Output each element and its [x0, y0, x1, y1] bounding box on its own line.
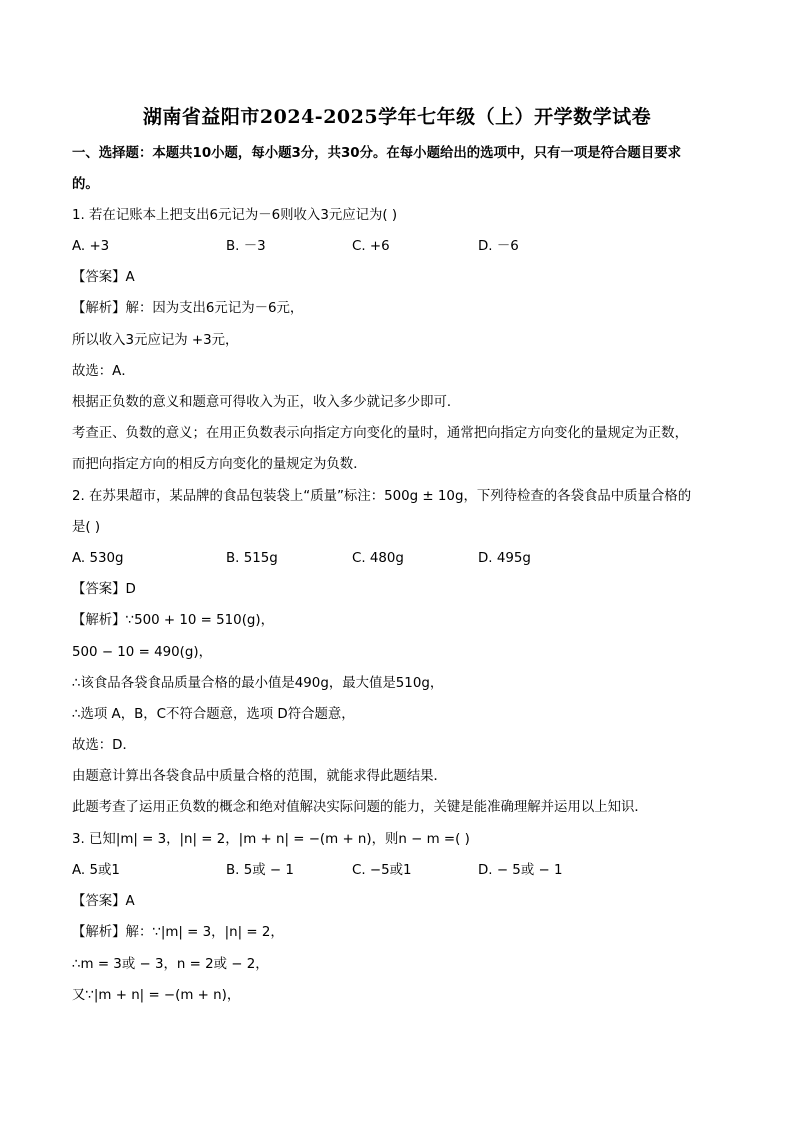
- q3-analysis-line: 又∵|m + n| = −(m + n)，: [72, 988, 241, 1003]
- q2-option-c: C. 480g: [352, 551, 404, 566]
- q2-analysis-line: ∴选项 A，B，C不符合题意，选项 D符合题意，: [72, 707, 355, 722]
- section-heading-line-1: 一、选择题：本题共10小题，每小题3分，共30分。在每小题给出的选项中，只有一项是符合题目要求: [72, 146, 681, 161]
- q2-analysis-line: ∴该食品各袋食品质量合格的最小值是490g，最大值是510g，: [72, 676, 444, 691]
- q2-analysis-line: 500 − 10 = 490(g)，: [72, 645, 212, 660]
- q3-answer: 【答案】A: [72, 894, 135, 909]
- q2-analysis-line: 由题意计算出各袋食品中质量合格的范围，就能求得此题结果．: [72, 769, 447, 784]
- q3-option-c: C. −5或1: [352, 863, 412, 878]
- q2-option-d: D. 495g: [478, 551, 531, 566]
- q3-analysis-line: 【解析】解：∵|m| = 3，|n| = 2，: [72, 925, 284, 940]
- q1-stem: 1. 若在记账本上把支出6元记为－6则收入3元应记为( ): [72, 208, 398, 223]
- q2-stem-line-1: 2. 在苏果超市，某品牌的食品包装袋上“质量”标注：500g ± 10g，下列待检查的各袋食品中质量合格的: [72, 489, 692, 504]
- q1-analysis-line: 【解析】解：因为支出6元记为－6元，: [72, 301, 304, 316]
- q1-analysis-line: 而把向指定方向的相反方向变化的量规定为负数．: [72, 457, 367, 472]
- page-title: 湖南省益阳市2024-2025学年七年级（上）开学数学试卷: [142, 106, 652, 128]
- q2-option-b: B. 515g: [226, 551, 278, 566]
- q1-analysis-line: 故选：A．: [72, 364, 135, 379]
- q2-option-a: A. 530g: [72, 551, 124, 566]
- q1-option-c: C. +6: [352, 239, 390, 254]
- q1-analysis-line: 根据正负数的意义和题意可得收入为正，收入多少就记多少即可．: [72, 395, 461, 410]
- q3-option-a: A. 5或1: [72, 863, 120, 878]
- q1-option-a: A. +3: [72, 239, 110, 254]
- q3-analysis-line: ∴m = 3或 − 3，n = 2或 − 2，: [72, 957, 269, 972]
- q1-option-d: D. －6: [478, 239, 519, 254]
- q2-answer: 【答案】D: [72, 582, 136, 597]
- q3-option-b: B. 5或 − 1: [226, 863, 294, 878]
- q1-option-b: B. －3: [226, 239, 266, 254]
- q1-answer: 【答案】A: [72, 270, 135, 285]
- q3-stem: 3. 已知|m| = 3，|n| = 2，|m + n| = −(m + n)，则n − m =( ): [72, 832, 470, 847]
- q3-option-d: D. − 5或 − 1: [478, 863, 563, 878]
- q2-analysis-line: 此题考查了运用正负数的概念和绝对值解决实际问题的能力，关键是能准确理解并运用以上知识．: [72, 800, 648, 815]
- q2-stem-line-2: 是( ): [72, 520, 101, 535]
- q1-analysis-line: 考查正、负数的意义；在用正负数表示向指定方向变化的量时，通常把向指定方向变化的量规定为正数，: [72, 426, 688, 441]
- q2-analysis-line: 故选：D．: [72, 738, 136, 753]
- q2-analysis-line: 【解析】∵500 + 10 = 510(g)，: [72, 613, 275, 628]
- q1-analysis-line: 所以收入3元应记为 +3元，: [72, 333, 239, 348]
- section-heading-line-2: 的。: [72, 177, 99, 192]
